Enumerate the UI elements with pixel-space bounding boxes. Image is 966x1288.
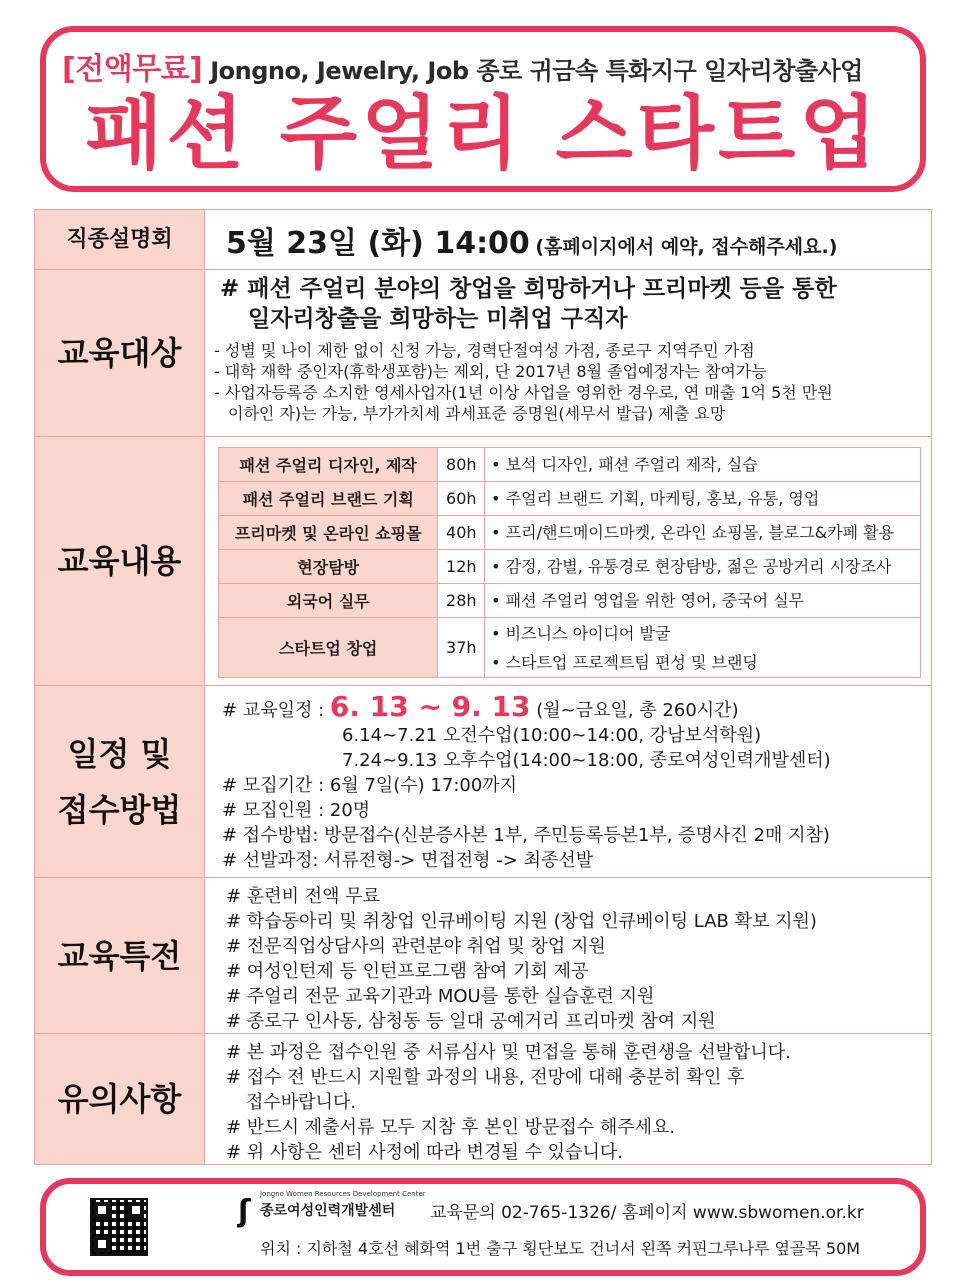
target-headline-2: 일자리창출을 희망하는 미취업 구직자 — [248, 306, 628, 332]
contact-info[interactable]: 교육문의 02-765-1326/ 홈페이지 www.sbwomen.or.kr — [430, 1203, 864, 1223]
selection-process: # 선발과정: 서류전형-> 면접전형 -> 최종선발 — [222, 850, 594, 871]
description-line: • 비즈니스 아이디어 발굴 — [491, 623, 671, 643]
table-row — [219, 516, 921, 550]
session-afternoon: 7.24~9.13 오후수업(14:00~18:00, 종로여성인력개발센터) — [342, 750, 831, 771]
location-info: 위치 : 지하철 4호선 혜화역 1번 출구 횡단보도 건너서 왼쪽 커핀그루나루 옆골목 50M — [260, 1239, 861, 1258]
list-item: # 여성인턴제 등 인턴프로그램 참여 기회 제공 — [226, 961, 589, 982]
course-description — [485, 516, 921, 550]
curriculum-label: 교육내용 — [35, 437, 205, 685]
recruit-count: # 모집인원 : 20명 — [222, 800, 371, 821]
list-item: # 본 과정은 접수인원 중 서류심사 및 면접을 통해 훈련생을 선발합니다. — [226, 1042, 791, 1063]
target-conditions — [214, 340, 929, 424]
logo-mark-icon: ʃ — [238, 1194, 251, 1229]
free-label: [전액무료] — [62, 52, 203, 87]
description-line: • 프리/핸드메이드마켓, 온라인 쇼핑몰, 블로그&카페 활용 — [491, 523, 895, 542]
course-name: 스타트업 창업 — [219, 618, 438, 678]
apply-method: # 접수방법: 방문접수(신분증사본 1부, 주민등록등본1부, 증명사진 2매 지참) — [222, 825, 830, 846]
course-name: 패션 주얼리 디자인, 제작 — [219, 448, 438, 482]
list-item: # 학습동아리 및 취창업 인큐베이팅 지원 (창업 인큐베이팅 LAB 확보 지원) — [226, 911, 817, 932]
course-description — [485, 618, 921, 678]
briefing-label: 직종설명회 — [35, 210, 205, 269]
list-item: # 위 사항은 센터 사정에 따라 변경될 수 있습니다. — [226, 1142, 623, 1163]
list-item: # 훈련비 전액 무료 — [226, 886, 380, 907]
notes-label: 유의사항 — [35, 1034, 205, 1164]
course-description — [485, 448, 921, 482]
table-row — [219, 550, 921, 584]
curriculum-row — [35, 437, 931, 686]
course-period — [222, 690, 927, 723]
center-logo — [238, 1188, 426, 1232]
description-line: • 패션 주얼리 영업을 위한 영어, 중국어 실무 — [491, 591, 805, 610]
list-item: 접수바랍니다. — [246, 1092, 357, 1113]
tagline — [62, 44, 912, 88]
qr-code-icon[interactable] — [90, 1198, 148, 1256]
schedule-label — [35, 686, 205, 877]
course-hours: 28h — [438, 584, 485, 618]
logo-korean-name: 종로여성인력개발센터 — [260, 1203, 396, 1219]
header-banner — [40, 26, 926, 192]
program-name: Jongno, Jewelry, Job 종로 귀금속 특화지구 일자리창출사업 — [210, 57, 863, 85]
period-dates: 6. 13 ~ 9. 13 — [329, 690, 531, 723]
notes-list — [226, 1040, 926, 1165]
footer-contact — [40, 1178, 926, 1276]
list-item: - 대학 재학 중인자(휴학생포함)는 제외, 단 2017년 8월 졸업예정자는 참여가능 — [214, 362, 767, 381]
logo-english-name: Jongno Women Resources Development Center — [260, 1190, 426, 1198]
list-item: - 사업자등록증 소지한 영세사업자(1년 이상 사업을 영위한 경우로, 연 매출 1억 5천 만원 — [214, 383, 833, 402]
target-headline — [220, 274, 930, 334]
schedule-row — [35, 686, 931, 878]
schedule-details — [222, 690, 927, 873]
benefits-label: 교육특전 — [35, 878, 205, 1033]
course-description — [485, 550, 921, 584]
course-description — [485, 584, 921, 618]
schedule-label-2: 접수방법 — [57, 790, 182, 829]
course-name: 현장탐방 — [219, 550, 438, 584]
schedule-label-1: 일정 및 — [67, 734, 172, 773]
course-name: 프리마켓 및 온라인 쇼핑몰 — [219, 516, 438, 550]
briefing-info — [226, 218, 837, 262]
list-item: - 성별 및 나이 제한 없이 신청 가능, 경력단절여성 가점, 종로구 지역주민 가점 — [214, 341, 755, 360]
table-row — [219, 584, 921, 618]
target-headline-1: # 패션 주얼리 분야의 창업을 희망하거나 프리마켓 등을 통한 — [220, 276, 837, 302]
curriculum-table — [218, 447, 921, 678]
recruit-period: # 모집기간 : 6월 7일(수) 17:00까지 — [222, 775, 518, 796]
benefits-row — [35, 878, 931, 1034]
list-item: # 주얼리 전문 교육기관과 MOU를 통한 실습훈련 지원 — [226, 986, 655, 1007]
briefing-row — [35, 210, 931, 270]
target-row — [35, 270, 931, 437]
course-description — [485, 482, 921, 516]
course-hours: 37h — [438, 618, 485, 678]
period-suffix: (월~금요일, 총 260시간) — [530, 700, 739, 721]
course-hours: 12h — [438, 550, 485, 584]
period-prefix: # 교육일정 : — [222, 700, 330, 721]
target-label: 교육대상 — [35, 270, 205, 436]
course-name: 패션 주얼리 브랜드 기획 — [219, 482, 438, 516]
benefits-list — [226, 884, 926, 1034]
list-item: # 전문직업상담사의 관련분야 취업 및 창업 지원 — [226, 936, 606, 957]
course-hours: 80h — [438, 448, 485, 482]
description-line: • 스타트업 프로젝트팀 편성 및 브랜딩 — [491, 652, 758, 672]
list-item: # 반드시 제출서류 모두 지참 후 본인 방문접수 해주세요. — [226, 1117, 676, 1138]
session-morning: 6.14~7.21 오전수업(10:00~14:00, 강남보석학원) — [342, 725, 762, 746]
info-table — [34, 209, 932, 1165]
table-row — [219, 482, 921, 516]
notes-row — [35, 1034, 931, 1164]
list-item: # 접수 전 반드시 지원할 과정의 내용, 전망에 대해 충분히 확인 후 — [226, 1067, 745, 1088]
description-line: • 주얼리 브랜드 기획, 마케팅, 홍보, 유통, 영업 — [491, 489, 820, 508]
table-row — [219, 448, 921, 482]
page-title: 패션 주얼리 스타트업 — [85, 87, 881, 180]
course-name: 외국어 실무 — [219, 584, 438, 618]
description-line: • 보석 디자인, 패션 주얼리 제작, 실습 — [491, 455, 758, 474]
description-line: • 감정, 감별, 유통경로 현장탐방, 젊은 공방거리 시장조사 — [491, 557, 892, 576]
course-hours: 60h — [438, 482, 485, 516]
list-item: # 종로구 인사동, 삼청동 등 일대 공예거리 프리마켓 참여 지원 — [226, 1011, 716, 1032]
table-row — [219, 618, 921, 678]
briefing-note: (홈페이지에서 예약, 접수해주세요.) — [535, 236, 838, 258]
briefing-datetime: 5월 23일 (화) 14:00 — [226, 226, 530, 261]
list-item: 이하인 자)는 가능, 부가가치세 과세표준 증명원(세무서 발급) 제출 요망 — [228, 404, 726, 423]
course-hours: 40h — [438, 516, 485, 550]
